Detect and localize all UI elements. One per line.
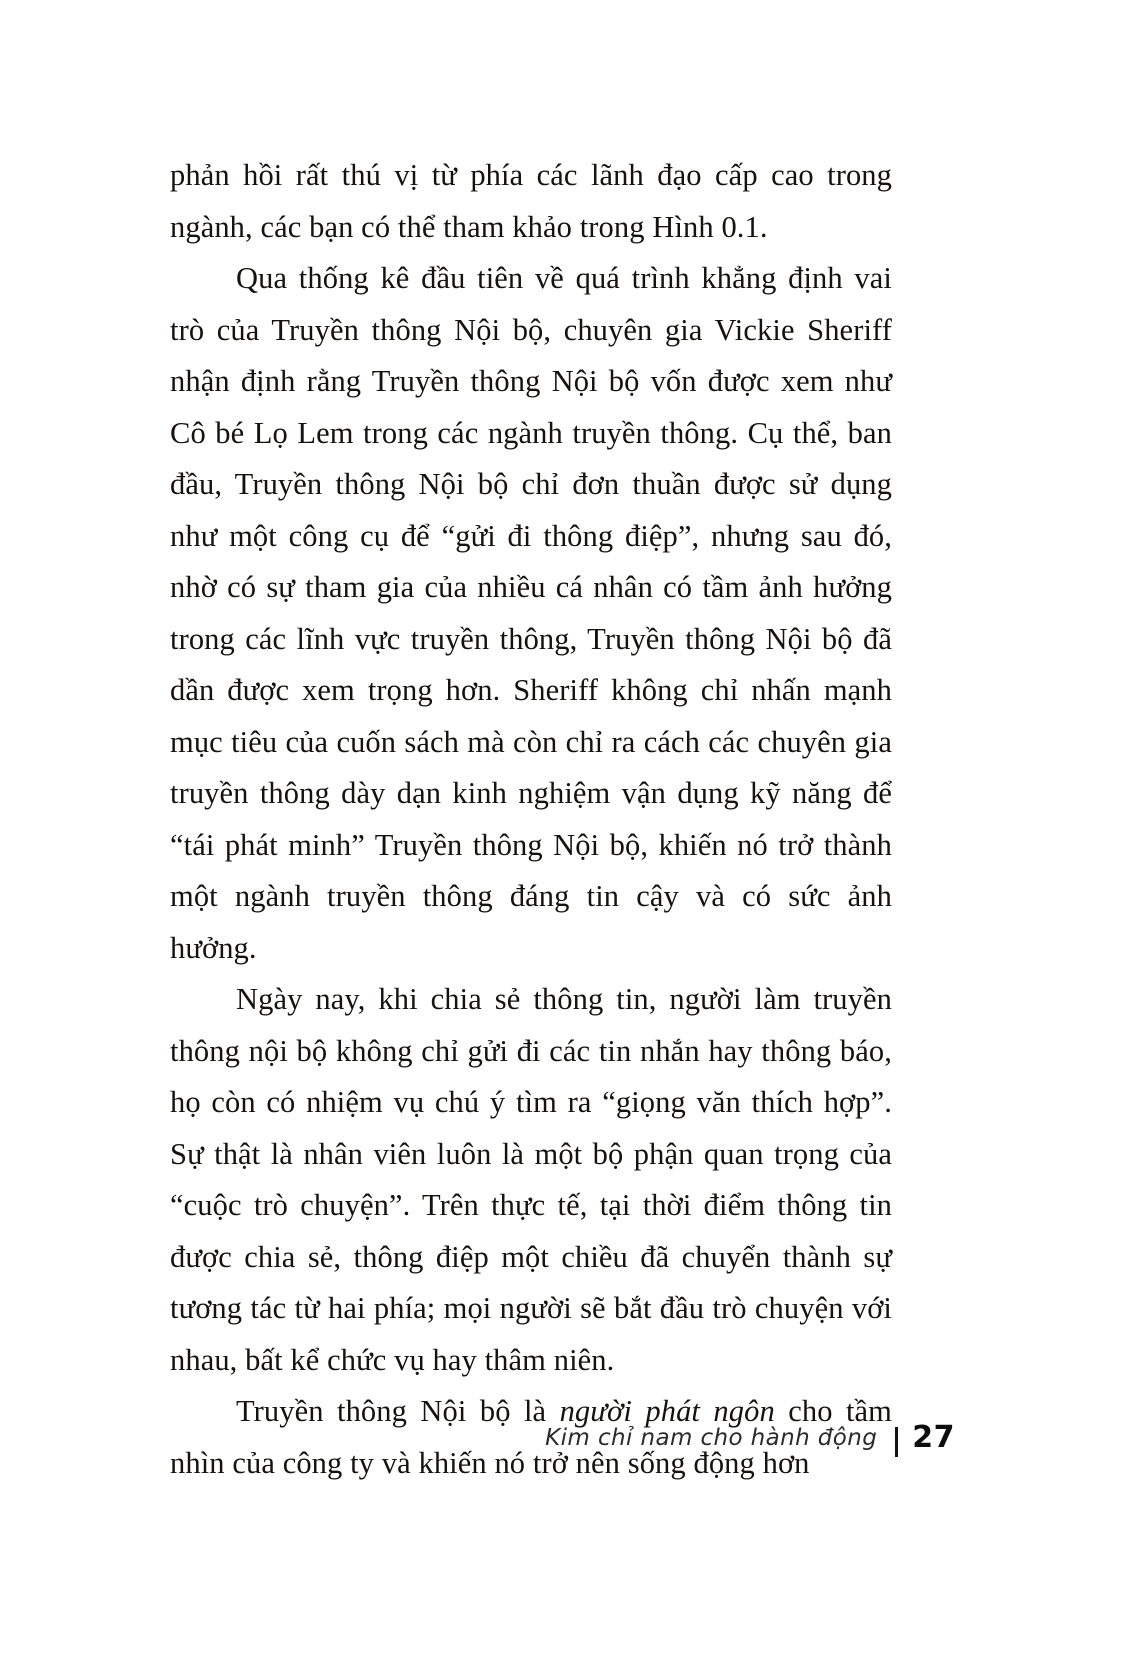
page-footer [170, 1420, 955, 1455]
paragraph-statistics: Qua thống kê đầu tiên về quá trình khẳng định vai trò của Truyền thông Nội bộ, chuyên gia Vickie Sheriff nhận định rằng Truyền thông Nội bộ vốn được xem như Cô bé Lọ Lem trong các ngành truyền thông. Cụ thể, ban đầu, Truyền thông Nội bộ chỉ đơn thuần được sử dụng như một công cụ để “gửi đi thông điệp”, nhưng sau đó, nhờ có sự tham gia của nhiều cá nhân có tầm ảnh hưởng trong các lĩnh vực truyền thông, Truyền thông Nội bộ đã dần được xem trọng hơn. Sheriff không chỉ nhấn mạnh mục tiêu của cuốn sách mà còn chỉ ra cách các chuyên gia truyền thông dày dạn kinh nghiệm vận dụng kỹ năng để “tái phát minh” Truyền thông Nội bộ, khiến nó trở thành một ngành truyền thông đáng tin cậy và có sức ảnh hưởng. [170, 261, 892, 965]
paragraph-spokesperson-emphasis: người phát ngôn [559, 1394, 775, 1428]
paragraph-today: Ngày nay, khi chia sẻ thông tin, người làm truyền thông nội bộ không chỉ gửi đi các tin nhắn hay thông báo, họ còn có nhiệm vụ chú ý tìm ra “giọng văn thích hợp”. Sự thật là nhân viên luôn là một bộ phận quan trọng của “cuộc trò chuyện”. Trên thực tế, tại thời điểm thông tin được chia sẻ, thông điệp một chiều đã chuyển thành sự tương tác từ hai phía; mọi người sẽ bắt đầu trò chuyện với nhau, bất kể chức vụ hay thâm niên. [170, 982, 892, 1377]
paragraph-continuation: phản hồi rất thú vị từ phía các lãnh đạo cấp cao trong ngành, các bạn có thể tham khảo trong Hình 0.1. [170, 158, 892, 244]
paragraph-spokesperson-after: cho tầm nhìn của công ty và khiến nó trở nên sống động hơn [170, 1394, 892, 1480]
running-footer-text: Kim chỉ nam cho hành động [545, 1424, 878, 1451]
footer-divider [895, 1427, 898, 1457]
paragraph-spokesperson-before: Truyền thông Nội bộ là [236, 1394, 560, 1428]
page-body [170, 150, 892, 1489]
page-number: 27 [912, 1420, 955, 1455]
